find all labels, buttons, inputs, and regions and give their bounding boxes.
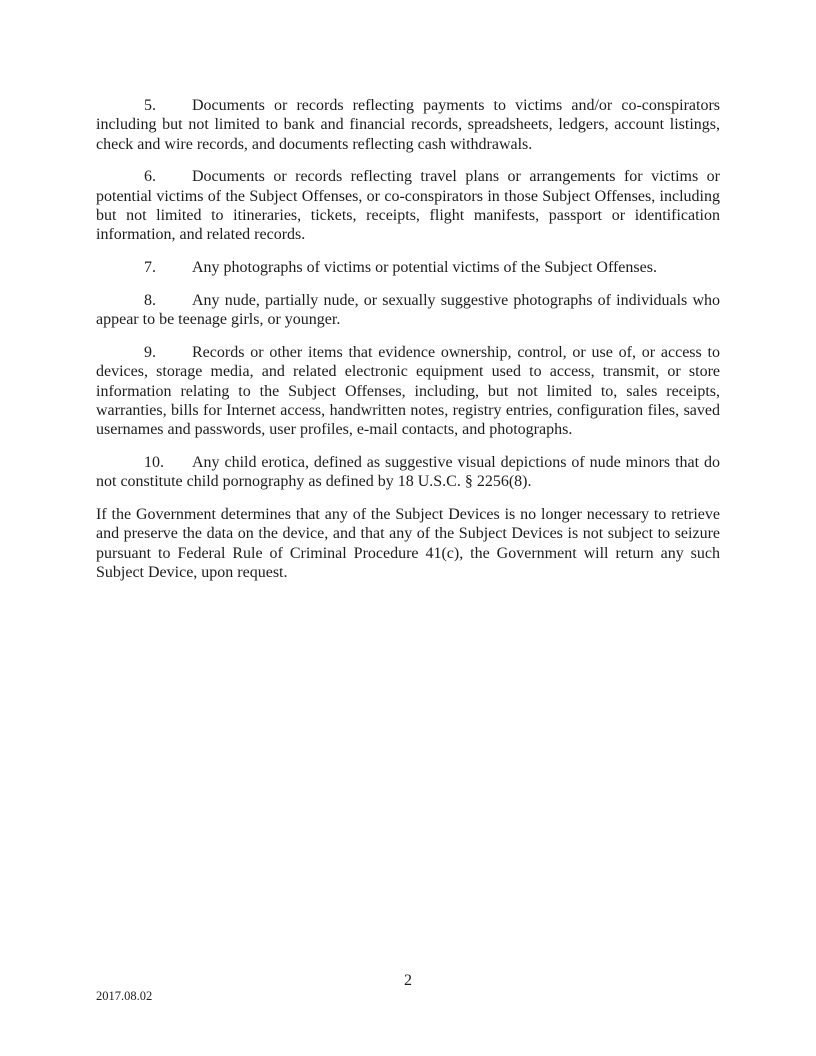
closing-paragraph: If the Government determines that any of the Subject Devices is no longer necessary to retrieve and preserve the data on the device, and that any of the Subject Devices is not subject to seizure pursuant to Federal Rule of Criminal Procedure 41(c), the Government will return any such Subject Device, upon request. — [96, 506, 720, 581]
footer-date: 2017.08.02 — [96, 989, 153, 1003]
paragraph-7 — [96, 258, 720, 277]
paragraph-5-number: 5. — [144, 97, 156, 114]
paragraph-9 — [96, 343, 720, 439]
document-body — [96, 96, 720, 596]
paragraph-8-text: Any nude, partially nude, or sexually suggestive photographs of individuals who appear to be teenage girls, or younger. — [96, 291, 720, 329]
paragraph-5 — [96, 96, 720, 154]
page-number: 2 — [404, 972, 412, 989]
paragraph-10-number: 10. — [144, 453, 164, 471]
paragraph-8 — [96, 291, 720, 330]
paragraph-7-number: 7. — [144, 259, 156, 277]
paragraph-10 — [96, 453, 720, 492]
paragraph-6-number: 6. — [144, 168, 156, 186]
paragraph-5-text: Documents or records reflecting payments to victims and/or co-conspirators including but not limited to bank and financial records, spreadsheets, ledgers, account listings, check and wire records, and documents reflecting cash withdrawals. — [96, 97, 720, 153]
paragraph-9-text: Records or other items that evidence ownership, control, or use of, or access to devices, storage media, and related electronic equipment used to access, transmit, or store information relating to the Subject Offenses, including, but not limited to, sales receipts, warranties, bills for Internet access, handwritten notes, registry entries, configuration files, saved usernames and passwords, user profiles, e-mail contacts, and photographs. — [96, 343, 720, 439]
paragraph-10-text: Any child erotica, defined as suggestive visual depictions of nude minors that do not constitute child pornography as defined by 18 U.S.C. § 2256(8). — [96, 453, 720, 491]
paragraph-8-number: 8. — [144, 291, 156, 309]
paragraph-9-number: 9. — [144, 343, 156, 361]
paragraph-6-text: Documents or records reflecting travel plans or arrangements for victims or potential victims of the Subject Offenses, or co-conspirators in those Subject Offenses, including but not limited to itineraries, tickets, receipts, flight manifests, passport or identification information, and related records. — [96, 168, 720, 244]
paragraph-7-text: Any photographs of victims or potential victims of the Subject Offenses. — [192, 259, 657, 277]
paragraph-6 — [96, 167, 720, 244]
